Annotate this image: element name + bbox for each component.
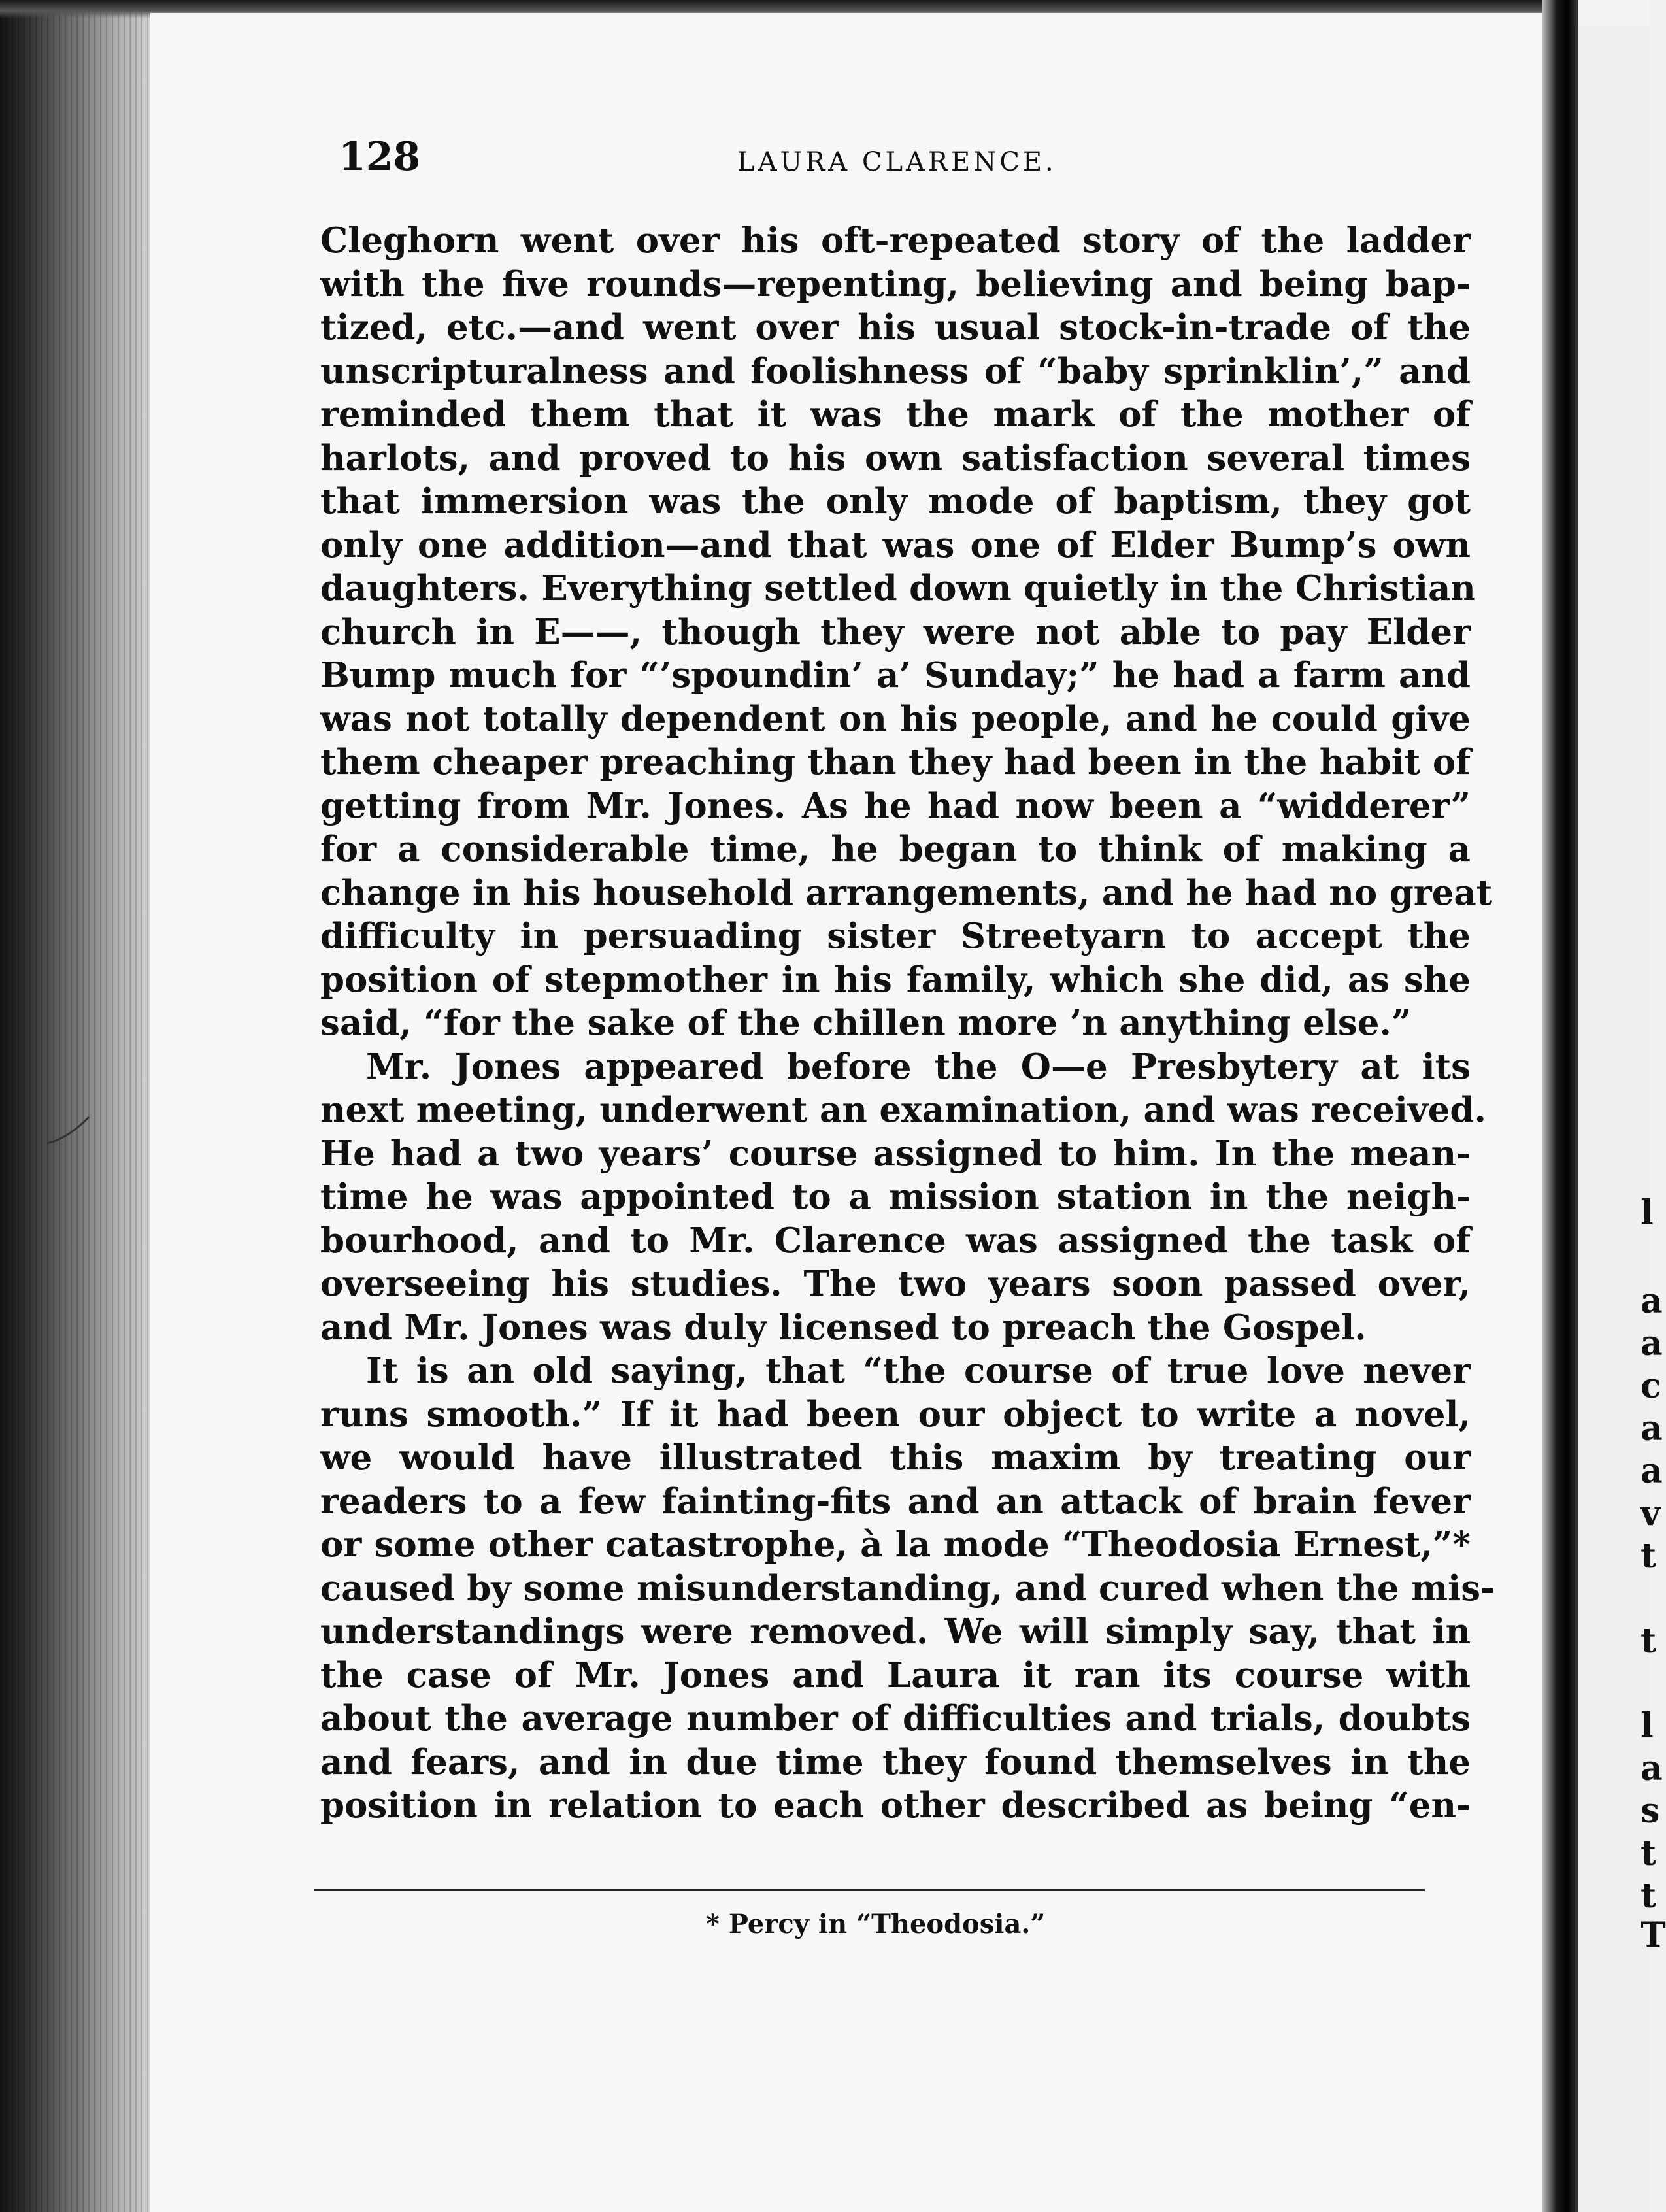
text-line: with the five rounds—repenting, believing and being bap- [320, 263, 1471, 305]
book-gutter [1542, 0, 1578, 2212]
book-page-edges [0, 0, 150, 2212]
text-line: harlots, and proved to his own satisfaction several times [320, 437, 1471, 478]
text-line: was not totally dependent on his people, and he could give [320, 698, 1471, 739]
facing-page-fragment [1578, 26, 1666, 2212]
text-line: said, “for the sake of the chillen more ’n anything else.” [320, 1003, 1412, 1043]
text-line: reminded them that it was the mark of the mother of [320, 394, 1471, 435]
text-line: we would have illustrated this maxim by treating our [320, 1437, 1471, 1478]
text-line: them cheaper preaching than they had been in the habit of [320, 742, 1471, 782]
text-line: caused by some misunderstanding, and cured when the mis- [320, 1567, 1495, 1609]
text-line: and fears, and in due time they found themselves in the [320, 1741, 1471, 1783]
text-line: that immersion was the only mode of baptism, they got [320, 481, 1471, 522]
text-line: and Mr. Jones was duly licensed to preach the Gospel. [320, 1307, 1367, 1348]
text-line: or some other catastrophe, à la mode “Theodosia Ernest,”* [320, 1524, 1471, 1565]
facing-page-letter: l [1641, 1193, 1654, 1233]
facing-page-letter: a [1641, 1281, 1663, 1321]
facing-page-letter: t [1641, 1621, 1657, 1661]
facing-page-letter: a [1641, 1324, 1663, 1364]
facing-page-letter: a [1641, 1749, 1663, 1788]
text-line: Bump much for “’spoundin’ a’ Sunday;” he had a farm and [320, 655, 1471, 695]
facing-page-letter: l [1641, 1706, 1654, 1746]
facing-page-letter: t [1641, 1536, 1657, 1576]
text-line: It is an old saying, that “the course of true love never [366, 1350, 1471, 1391]
text-line: for a considerable time, he began to think of making a [320, 829, 1471, 869]
facing-page-letter: a [1641, 1409, 1663, 1449]
text-line: getting from Mr. Jones. As he had now been a “widderer” [320, 785, 1471, 826]
text-line: tized, etc.—and went over his usual stock-in-trade of the [320, 307, 1471, 348]
text-line: church in E——, though they were not able to pay Elder [320, 611, 1471, 652]
text-line: unscripturalness and foolishness of “baby sprinklin’,” and [320, 350, 1471, 392]
text-line: only one addition—and that was one of Elder Bump’s own [320, 524, 1471, 565]
facing-page-letter: c [1641, 1366, 1661, 1406]
text-line: readers to a few fainting-fits and an attack of brain fever [320, 1481, 1471, 1522]
footnote-rule [314, 1889, 1425, 1891]
text-line: change in his household arrangements, and he had no great [320, 872, 1493, 913]
page-number: 128 [339, 134, 421, 180]
text-line: Mr. Jones appeared before the O—e Presbytery at its [366, 1046, 1471, 1087]
running-head: LAURA CLARENCE. [737, 147, 1057, 177]
facing-page-letter: s [1641, 1791, 1660, 1831]
text-line: Cleghorn went over his oft-repeated story of the ladder [320, 220, 1471, 261]
facing-page-letter: t [1641, 1834, 1657, 1873]
page-header [339, 134, 1450, 180]
text-line: daughters. Everything settled down quietly in the Christian [320, 568, 1476, 609]
text-line: understandings were removed. We will simply say, that in [320, 1611, 1471, 1652]
facing-page-letter: a [1641, 1451, 1663, 1491]
pencil-margin-mark [46, 1114, 92, 1147]
text-line: He had a two years’ course assigned to him. In the mean- [320, 1133, 1471, 1174]
text-line: about the average number of difficulties and trials, doubts [320, 1698, 1471, 1739]
facing-page-letter: v [1641, 1494, 1661, 1533]
text-line: overseeing his studies. The two years soon passed over, [320, 1264, 1471, 1304]
footnote: * Percy in “Theodosia.” [706, 1909, 1046, 1939]
text-line: position of stepmother in his family, which she did, as she [320, 959, 1471, 1000]
text-line: runs smooth.” If it had been our object to write a novel, [320, 1394, 1471, 1435]
text-line: bourhood, and to Mr. Clarence was assigned the task of [320, 1220, 1471, 1261]
body-text [320, 219, 1495, 1828]
text-line: position in relation to each other described as being “en- [320, 1785, 1471, 1826]
facing-page-letter: t [1641, 1876, 1657, 1916]
text-line: next meeting, underwent an examination, and was received. [320, 1090, 1486, 1130]
text-line: time he was appointed to a mission station in the neigh- [320, 1177, 1471, 1217]
facing-page-letter: T [1641, 1915, 1666, 1955]
text-line: difficulty in persuading sister Streetyarn to accept the [320, 916, 1471, 956]
text-line: the case of Mr. Jones and Laura it ran its course with [320, 1654, 1471, 1696]
